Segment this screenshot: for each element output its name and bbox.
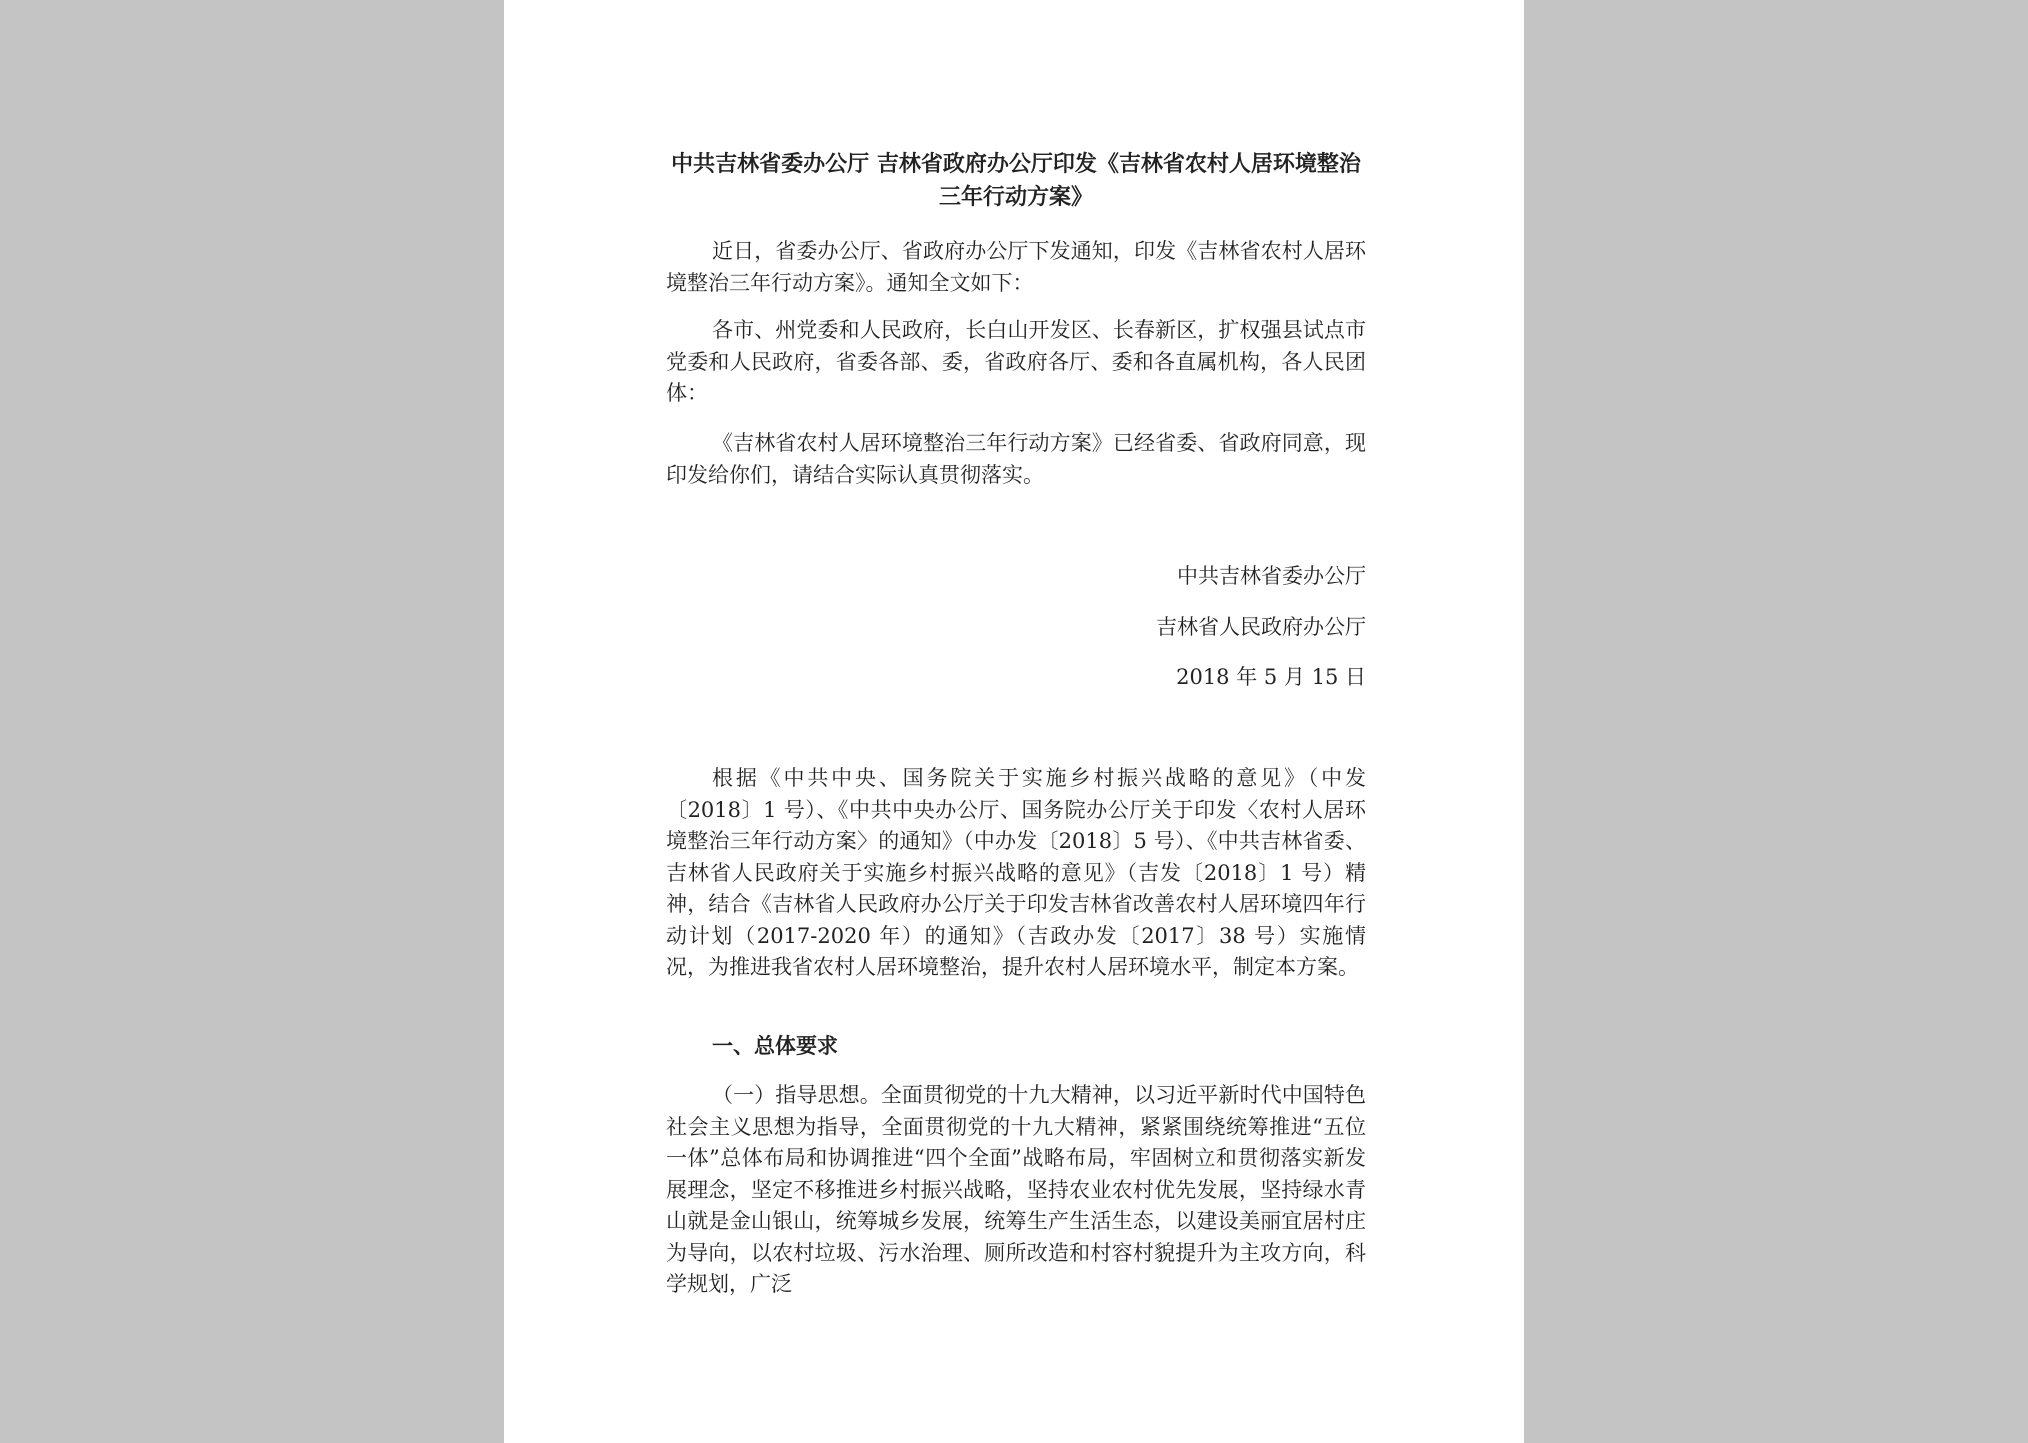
document-title: 中共吉林省委办公厅 吉林省政府办公厅印发《吉林省农村人居环境整治三年行动方案》 [671, 152, 1361, 210]
document-page [504, 0, 1524, 1443]
signature-org-2: 吉林省人民政府办公厅 [1156, 615, 1366, 639]
section-paragraph: （一）指导思想。全面贯彻党的十九大精神，以习近平新时代中国特色社会主义思想为指导，全面贯彻党的十九大精神，紧紧围绕统筹推进“五位一体”总体布局和协调推进“四个全面”战略布局，牢固树立和贯彻落实新发展理念，坚定不移推进乡村振兴战略，坚持农业农村优先发展，坚持绿水青山就是金山银山，统筹城乡发展，统筹生产生活生态，以建设美丽宜居村庄为导向，以农村垃圾、污水治理、厕所改造和村容村貌提升为主攻方向，科学规划，广泛 [666, 1083, 1366, 1296]
notice-paragraph: 《吉林省农村人居环境整治三年行动方案》已经省委、省政府同意，现印发给你们，请结合实际认真贯彻落实。 [666, 431, 1366, 487]
section-heading: 一、总体要求 [712, 1034, 838, 1058]
signature-org-1: 中共吉林省委办公厅 [1177, 564, 1366, 588]
intro-paragraph: 近日，省委办公厅、省政府办公厅下发通知，印发《吉林省农村人居环境整治三年行动方案》。通知全文如下： [666, 239, 1366, 295]
addressee-paragraph: 各市、州党委和人民政府，长白山开发区、长春新区，扩权强县试点市党委和人民政府，省委各部、委，省政府各厅、委和各直属机构，各人民团体： [666, 318, 1366, 405]
signature-date: 2018 年 5 月 15 日 [1176, 665, 1366, 689]
body-paragraph: 根据《中共中央、国务院关于实施乡村振兴战略的意见》（中发〔2018〕1 号）、《中共中央办公厅、国务院办公厅关于印发〈农村人居环境整治三年行动方案〉的通知》（中办发〔2018〕5 号）、《中共吉林省委、吉林省人民政府关于实施乡村振兴战略的意见》（吉发〔2018〕1 号）精神，结合《吉林省人民政府办公厅关于印发吉林省改善农村人居环境四年行动计划（2017-2020 年）的通知》（吉政办发〔2017〕38 号）实施情况，为推进我省农村人居环境整治，提升农村人居环境水平，制定本方案。 [666, 766, 1366, 979]
